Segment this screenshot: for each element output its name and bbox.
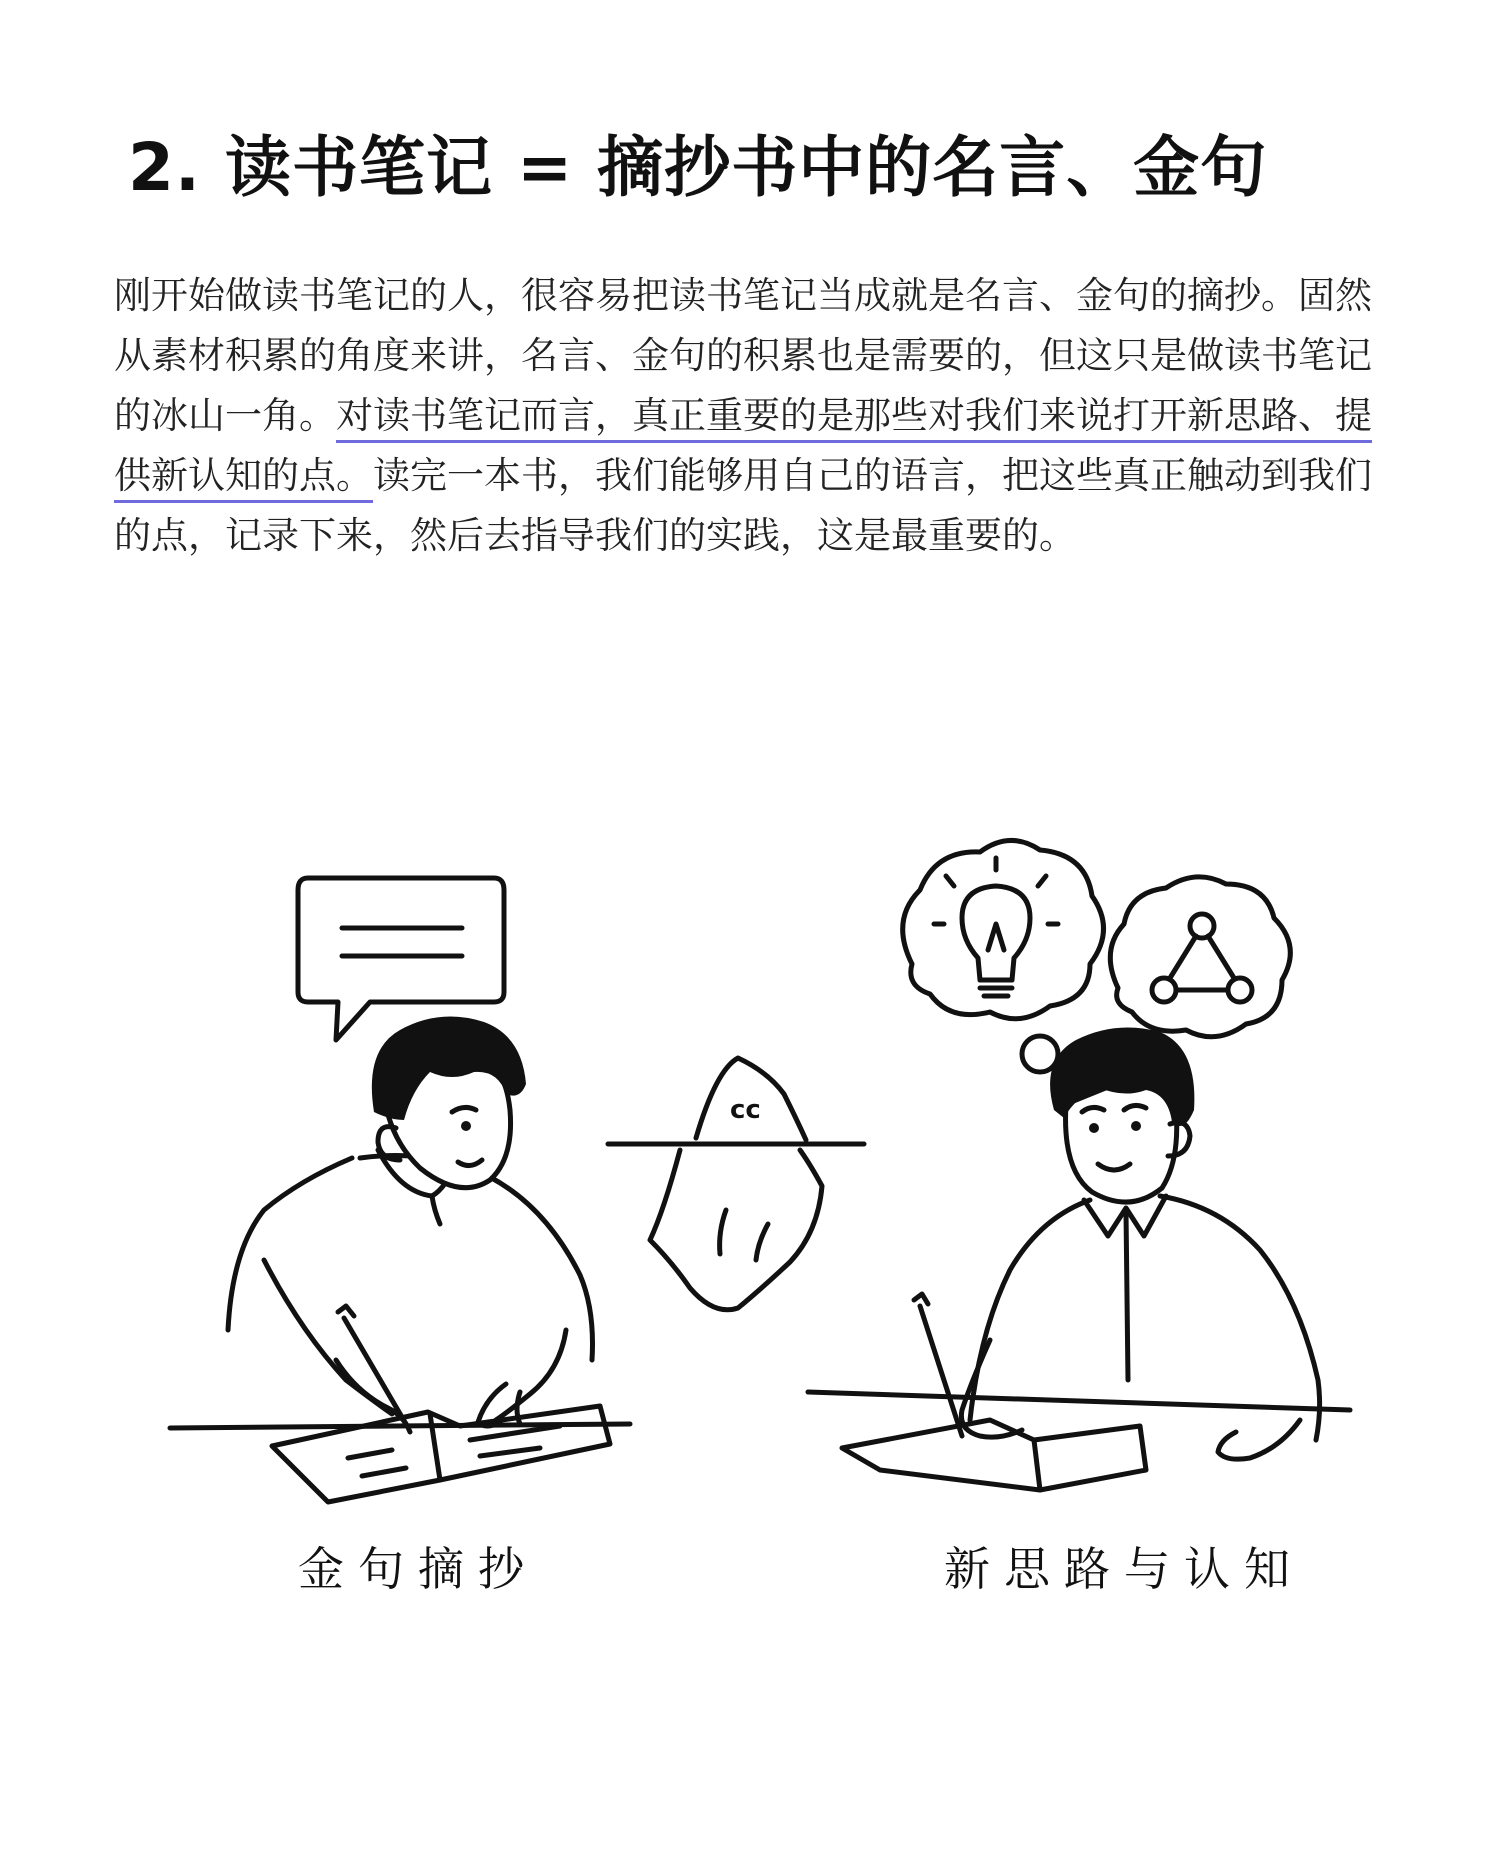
- lightbulb-icon: [934, 858, 1058, 996]
- iceberg-icon: [608, 1058, 864, 1310]
- paragraph-text-intro: 刚开始做读书笔记的人，很容易把读书笔记当成就是名言、金句的摘抄。固然从素材积累的角度来讲，名言、金句的积累也是需要的，但这只是做读书笔记的冰山一角。: [114, 274, 1372, 437]
- caption-new-ideas: 新思路与认知: [944, 1542, 1304, 1596]
- open-notebook-right: [808, 1392, 1350, 1490]
- open-notebook-left: [170, 1406, 630, 1502]
- highlighted-sentence: 对读书笔记而言，真正重要的是那些对我们来说打开新思路、提供新认知的点。: [114, 394, 1372, 497]
- paragraph-text-conclusion: 读完一本书，我们能够用自己的语言，把这些真正触动到我们的点，记录下来，然后去指导我们的实践，这是最重要的。: [114, 454, 1372, 557]
- thought-bubble-lightbulb: [903, 840, 1104, 1018]
- person-copying-quotes: [228, 1017, 593, 1432]
- person-with-new-ideas: [914, 1028, 1320, 1460]
- network-triangle-icon: [1152, 914, 1252, 1002]
- svg-text:cc: cc: [730, 1095, 761, 1125]
- caption-quote-copying: 金句摘抄: [298, 1542, 538, 1596]
- body-paragraph: [114, 266, 1404, 566]
- speech-bubble-icon: [298, 878, 504, 1040]
- thought-bubble-network: [1110, 877, 1290, 1037]
- comparison-illustration: [0, 780, 1500, 1660]
- thought-dot-large: [1022, 1036, 1058, 1072]
- section-heading: 2. 读书笔记 = 摘抄书中的名言、金句: [128, 129, 1268, 206]
